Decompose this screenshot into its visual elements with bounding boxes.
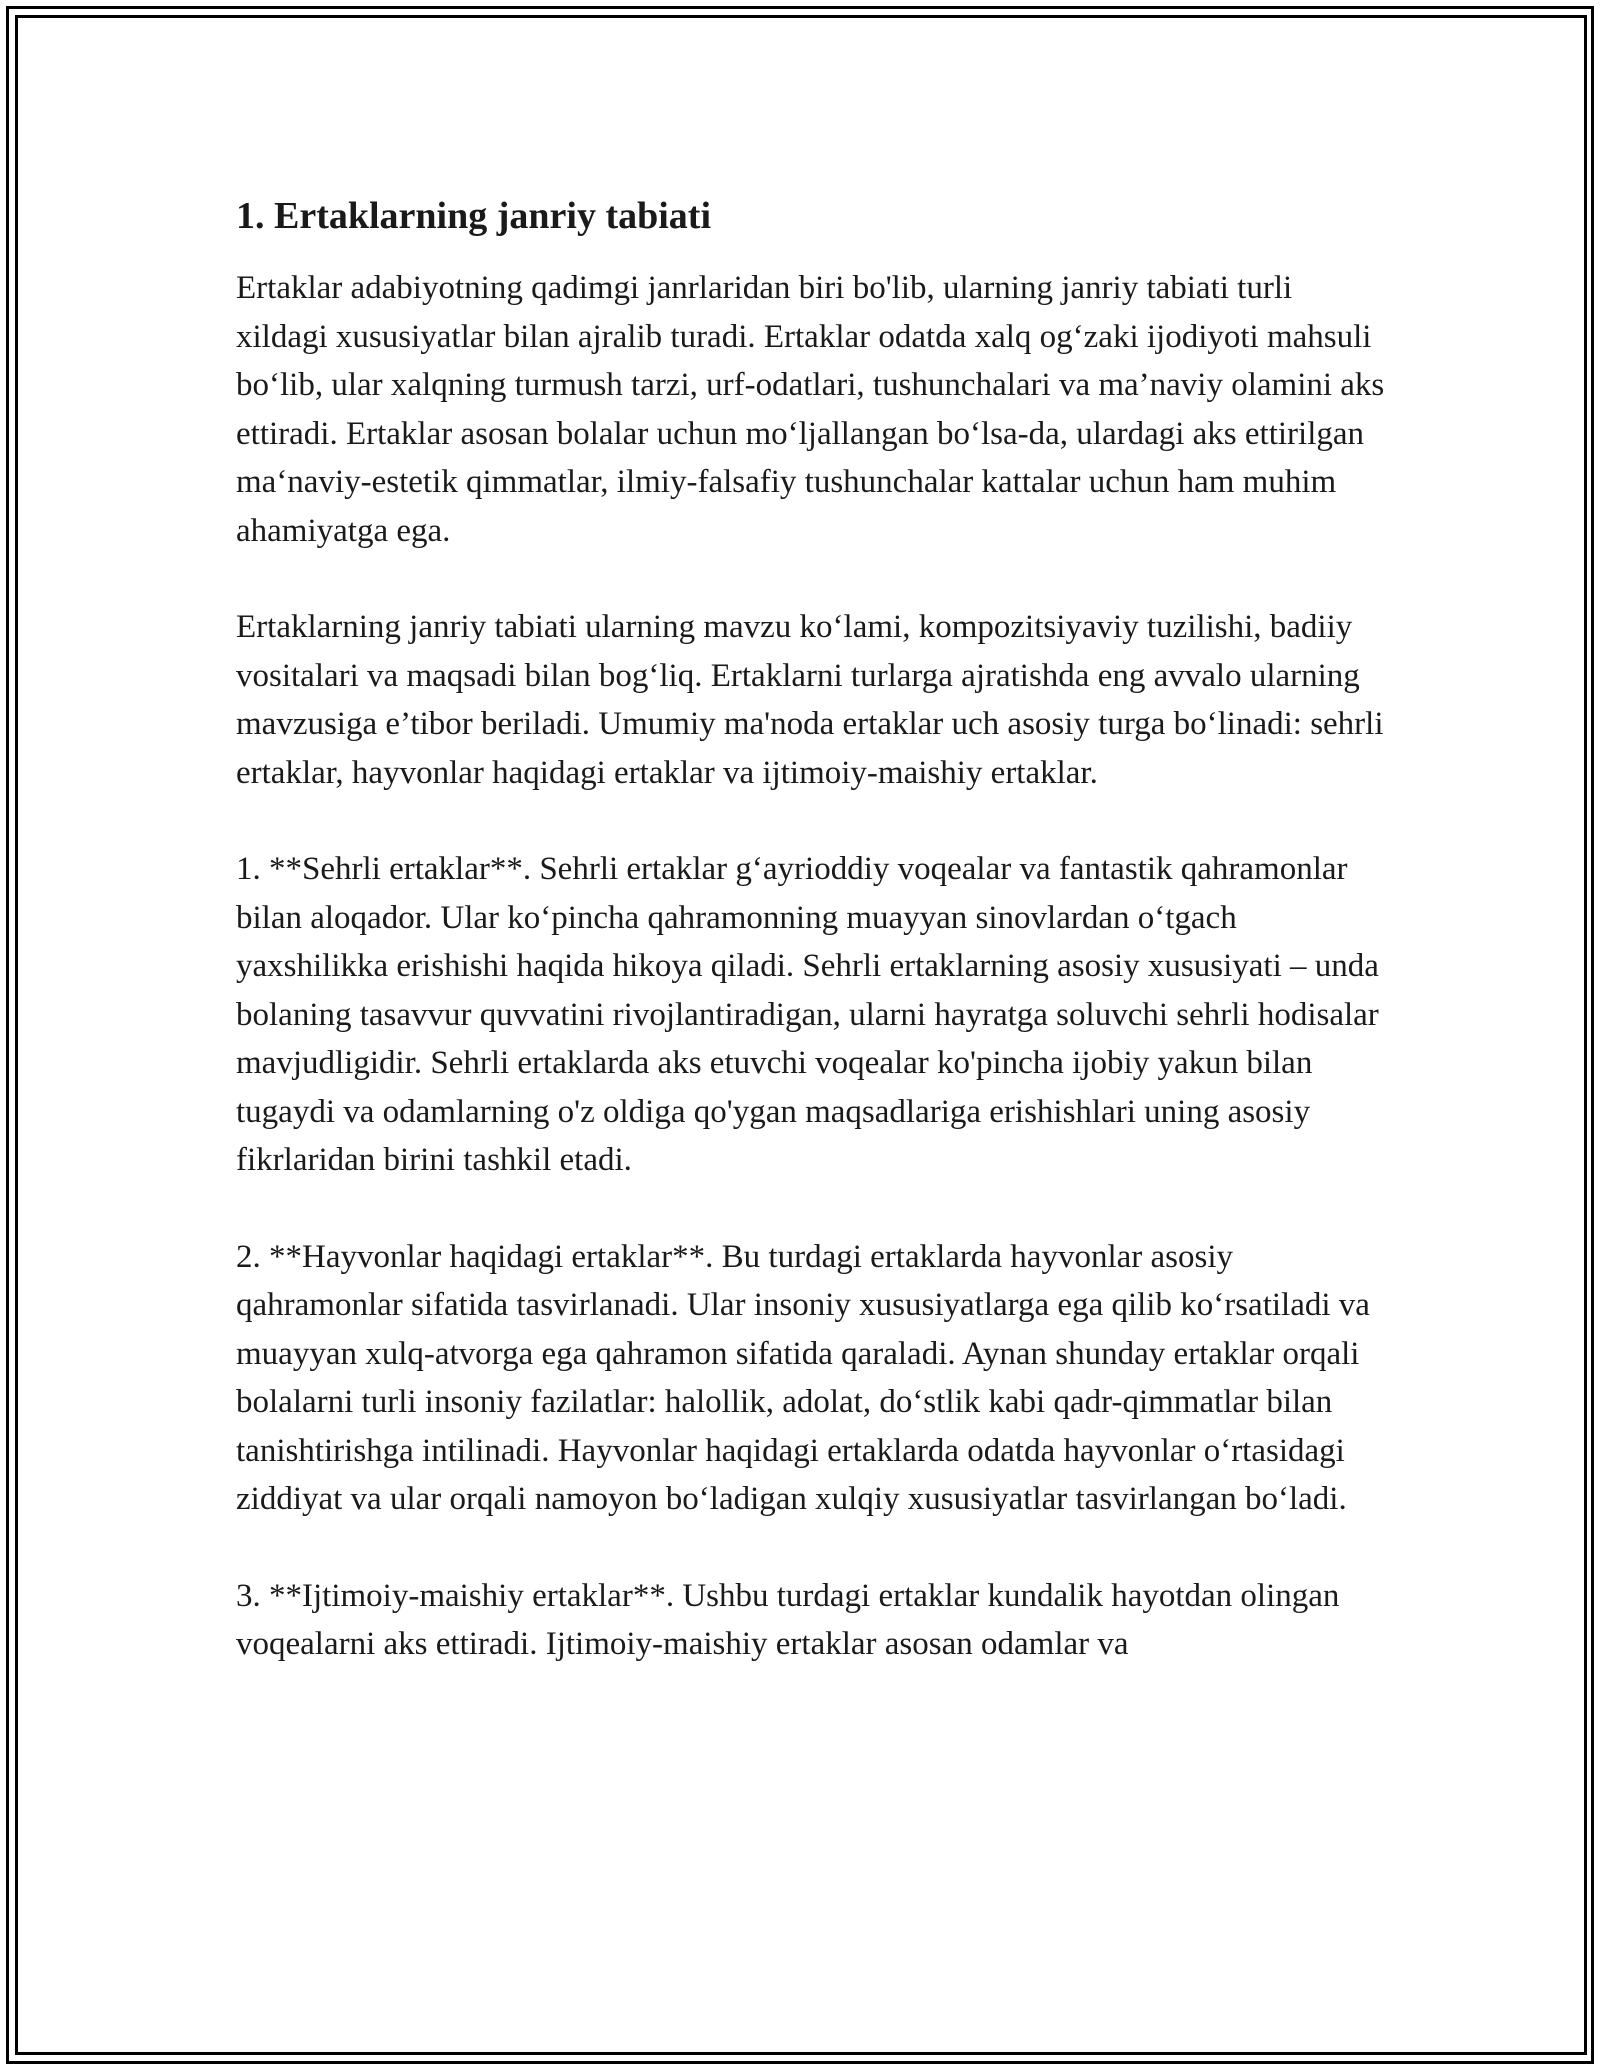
paragraph-magic-tales: 1. **Sehrli ertaklar**. Sehrli ertaklar g‘ayrioddiy voqealar va fantastik qahramonlar bilan aloqador. Ular ko‘pincha qahramonning muayyan sinovlardan o‘tgach yaxshilikka erishishi haqida hikoya qiladi. Sehrli ertaklarning asosiy xususiyati – unda bolaning tasavvur quvvatini rivojlantiradigan, ularni hayratga soluvchi sehrli hodisalar mavjudligidir. Sehrli ertaklarda aks etuvchi voqealar ko'pincha ijobiy yakun bilan tugaydi va odamlarning o'z oldiga qo'ygan maqsadlariga erishishlari uning asosiy fikrlaridan birini tashkil etadi.	[236, 851, 1379, 1178]
paragraph-intro: Ertaklar adabiyotning qadimgi janrlaridan biri bo'lib, ularning janriy tabiati turli xildagi xususiyatlar bilan ajralib turadi. Ertaklar odatda xalq og‘zaki ijodiyoti mahsuli bo‘lib, ular xalqning turmush tarzi, urf-odatlari, tushunchalari va ma’naviy olamini aks ettiradi. Ertaklar asosan bolalar uchun mo‘ljallangan bo‘lsa-da, ulardagi aks ettirilgan ma‘naviy-estetik qimmatlar, ilmiy-falsafiy tushunchalar kattalar uchun ham muhim ahamiyatga ega.	[236, 270, 1385, 549]
document-body	[236, 188, 1386, 1717]
paragraph-genre-nature: Ertaklarning janriy tabiati ularning mavzu ko‘lami, kompozitsiyaviy tuzilishi, badiiy vositalari va maqsadi bilan bog‘liq. Ertaklarni turlarga ajratishda eng avvalo ularning mavzusiga e’tibor beriladi. Umumiy ma'noda ertaklar uch asosiy turga bo‘linadi: sehrli ertaklar, hayvonlar haqidagi ertaklar va ijtimoiy-maishiy ertaklar.	[236, 609, 1384, 791]
paragraph-social-tales: 3. **Ijtimoiy-maishiy ertaklar**. Ushbu turdagi ertaklar kundalik hayotdan olingan voqealarni aks ettiradi. Ijtimoiy-maishiy ertaklar asosan odamlar va	[236, 1577, 1340, 1662]
paragraph-animal-tales: 2. **Hayvonlar haqidagi ertaklar**. Bu turdagi ertaklarda hayvonlar asosiy qahramonlar sifatida tasvirlanadi. Ular insoniy xususiyatlarga ega qilib ko‘rsatiladi va muayyan xulq-atvorga ega qahramon sifatida qaraladi. Aynan shunday ertaklar orqali bolalarni turli insoniy fazilatlar: halollik, adolat, do‘stlik kabi qadr-qimmatlar bilan tanishtirishga intilinadi. Hayvonlar haqidagi ertaklarda odatda hayvonlar o‘rtasidagi ziddiyat va ular orqali namoyon bo‘ladigan xulqiy xususiyatlar tasvirlangan bo‘ladi.	[236, 1238, 1370, 1517]
section-heading: 1. Ertaklarning janriy tabiati	[236, 195, 712, 237]
